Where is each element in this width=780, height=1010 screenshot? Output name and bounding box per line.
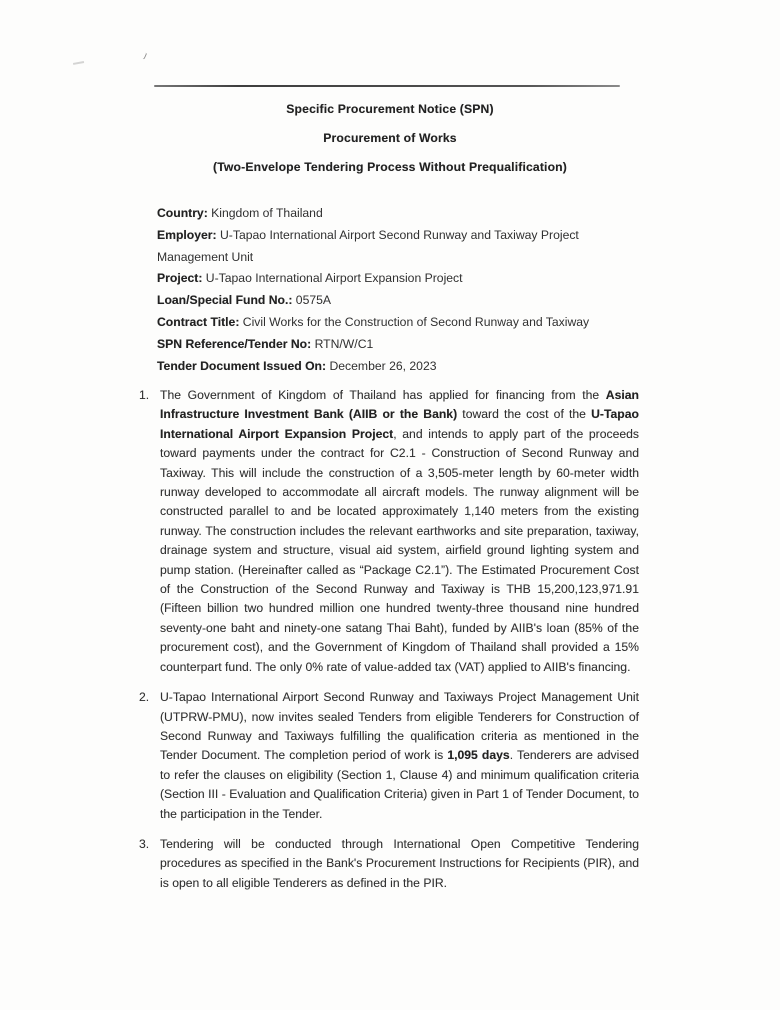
field-value: U-Tapao International Airport Second Runway and Taxiway Project Management Unit: [157, 227, 579, 264]
paragraph-2: [139, 688, 639, 824]
summary-fields: [157, 203, 641, 377]
paragraph-text: Tendering will be conducted through International Open Competitive Tendering procedures as specified in the Bank's Procurement Instructions for Recipients (PIR), and is open to all eligible Tenderers as defined in the PIR.: [160, 836, 639, 890]
pen-mark: [140, 51, 147, 59]
field-project: [157, 268, 641, 290]
header-rule: [154, 85, 620, 87]
field-value: December 26, 2023: [326, 358, 437, 373]
field-loan-special-fund-no: [157, 290, 641, 312]
field-value: Kingdom of Thailand: [207, 206, 323, 220]
field-contract-title: [157, 312, 641, 334]
paragraph-number: 3.: [139, 836, 150, 851]
field-label: Tender Document Issued On:: [157, 358, 327, 373]
field-label: Contract Title:: [157, 314, 240, 329]
field-employer: [157, 225, 641, 269]
paragraph-text-bold: 1,095 days: [447, 748, 510, 763]
paragraph-text: U-Tapao International Airport Second Runway and Taxiways Project Management Unit (UTPRW-PMU), now invites sealed Tenders from eligible Tenderers for Construction of Second Runway and Taxiways fulfilling the qualification criteria as mentioned in the Tender Document. The completion period of work is: [160, 690, 639, 763]
paragraph-text: The Government of Kingdom of Thailand has applied for financing from the: [160, 388, 606, 402]
document-titles: [140, 102, 640, 189]
field-label: Country:: [157, 206, 208, 220]
field-value: Civil Works for the Construction of Second Runway and Taxiway: [239, 314, 590, 329]
field-spn-reference-tender-no: [157, 334, 641, 356]
paragraph-number: 1.: [139, 388, 150, 402]
field-tender-document-issued-on: [157, 356, 641, 378]
paragraph-3: [139, 835, 639, 893]
field-value: U-Tapao International Airport Expansion Project: [202, 271, 463, 286]
field-label: Loan/Special Fund No.:: [157, 293, 293, 308]
field-country: [157, 203, 641, 225]
title-procurement-of-works: Procurement of Works: [323, 131, 457, 145]
paragraph-text-bold: U-Tapao International Airport Expansion Project: [160, 407, 639, 441]
paragraph-text: toward the cost of the: [457, 407, 592, 422]
field-label: Project:: [157, 271, 203, 286]
paragraph-text: . Tenderers are advised to refer the clauses on eligibility (Section 1, Clause 4) and minimum qualification criteria (Section III - Evaluation and Qualification Criteria) given in Part 1 of Tender Document, to the participation in the Tender.: [160, 748, 639, 821]
paragraph-1: [139, 386, 639, 677]
field-label: Employer:: [157, 227, 217, 242]
smudge-mark: [73, 61, 84, 64]
title-tendering-process: (Two-Envelope Tendering Process Without Prequalification): [212, 160, 567, 174]
title-specific-procurement-notice: Specific Procurement Notice (SPN): [286, 102, 494, 116]
field-label: SPN Reference/Tender No:: [157, 336, 312, 351]
field-value: RTN/W/C1: [311, 336, 374, 351]
paragraph-text-bold: Asian Infrastructure Investment Bank (AIIB or the Bank): [160, 388, 639, 422]
paragraph-number: 2.: [139, 690, 150, 705]
field-value: 0575A: [292, 293, 332, 308]
paragraph-text: , and intends to apply part of the proceeds toward payments under the contract for C2.1 - Construction of Second Runway and Taxiway. This will include the construction of a 3,505-meter length by 60-meter width runway developed to accommodate all aircraft models. The runway alignment will be constructed parallel to and be located approximately 1,140 meters from the existing runway. The construction includes the relevant earthworks and site preparation, taxiway, drainage system and structure, visual aid system, airfield ground lighting system and pump station. (Hereinafter called as “Package C2.1”). The Estimated Procurement Cost of the Construction of the Second Runway and Taxiway is THB 15,200,123,971.91 (Fifteen billion two hundred million one hundred twenty-three thousand nine hundred seventy-one baht and ninety-one satang Thai Baht), funded by AIIB's loan (85% of the procurement cost), and the Government of Kingdom of Thailand shall provided a 15% counterpart fund. The only 0% rate of value-added tax (VAT) applied to AIIB's financing.: [160, 426, 640, 674]
numbered-paragraphs: [139, 386, 639, 904]
